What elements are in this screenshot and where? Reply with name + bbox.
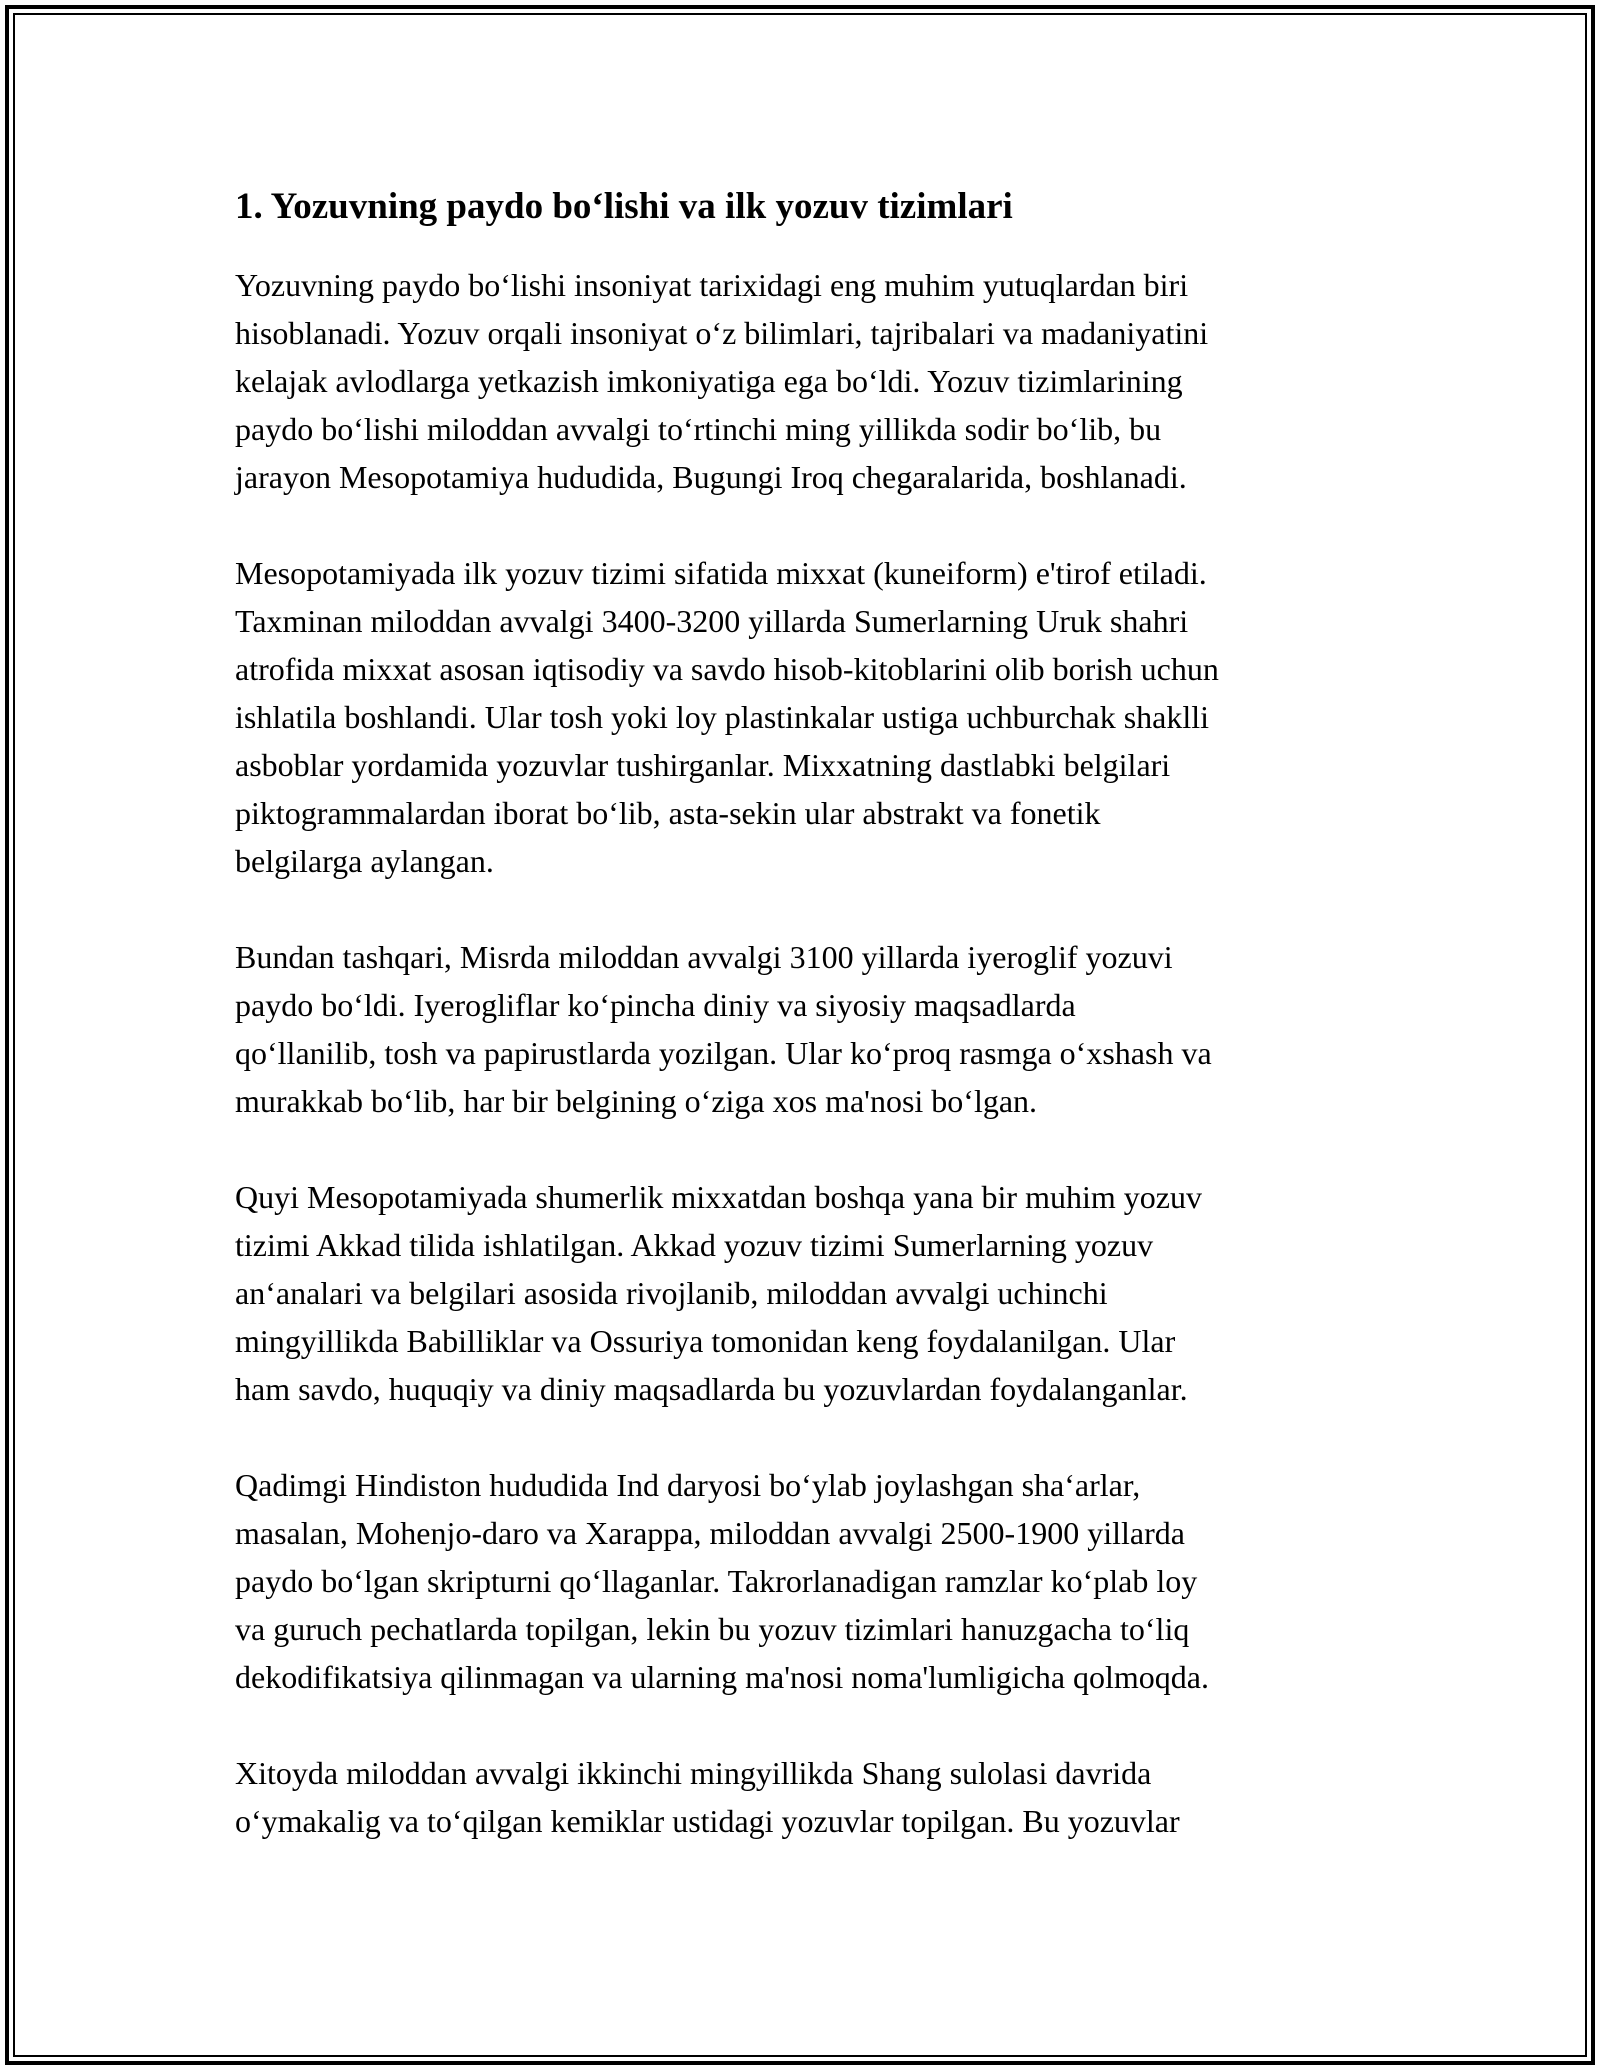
text-line: kelajak avlodlarga yetkazish imkoniyatiga ega bo‘ldi. Yozuv tizimlarining xyxy=(235,363,1183,399)
text-line: an‘analari va belgilari asosida rivojlanib, miloddan avvalgi uchinchi xyxy=(235,1275,1108,1311)
text-line: qo‘llanilib, tosh va papirustlarda yozilgan. Ular ko‘proq rasmga o‘xshash va xyxy=(235,1035,1212,1071)
text-line: Qadimgi Hindiston hududida Ind daryosi bo‘ylab joylashgan sha‘arlar, xyxy=(235,1467,1141,1503)
text-line: o‘ymakalig va to‘qilgan kemiklar ustidagi yozuvlar topilgan. Bu yozuvlar xyxy=(235,1803,1180,1839)
paragraph xyxy=(235,549,1385,885)
text-line: tizimi Akkad tilida ishlatilgan. Akkad yozuv tizimi Sumerlarning yozuv xyxy=(235,1227,1154,1263)
text-line: dekodifikatsiya qilinmagan va ularning ma'nosi noma'lumligicha qolmoqda. xyxy=(235,1659,1209,1695)
text-line: belgilarga aylangan. xyxy=(235,843,494,879)
text-line: Bundan tashqari, Misrda miloddan avvalgi 3100 yillarda iyeroglif yozuvi xyxy=(235,939,1173,975)
paragraph xyxy=(235,1461,1385,1701)
document-body xyxy=(235,183,1385,1893)
text-line: Mesopotamiyada ilk yozuv tizimi sifatida mixxat (kuneiform) e'tirof etiladi. xyxy=(235,555,1207,591)
section-heading: 1. Yozuvning paydo bo‘lishi va ilk yozuv tizimlari xyxy=(235,186,1013,227)
paragraph xyxy=(235,1173,1385,1413)
text-line: murakkab bo‘lib, har bir belgining o‘ziga xos ma'nosi bo‘lgan. xyxy=(235,1083,1038,1119)
text-line: paydo bo‘lgan skripturni qo‘llaganlar. Takrorlanadigan ramzlar ko‘plab loy xyxy=(235,1563,1198,1599)
text-line: paydo bo‘ldi. Iyerogliflar ko‘pincha diniy va siyosiy maqsadlarda xyxy=(235,987,1076,1023)
text-line: Xitoyda miloddan avvalgi ikkinchi mingyillikda Shang sulolasi davrida xyxy=(235,1755,1152,1791)
text-line: jarayon Mesopotamiya hududida, Bugungi Iroq chegaralarida, boshlanadi. xyxy=(235,459,1187,495)
text-line: Yozuvning paydo bo‘lishi insoniyat tarixidagi eng muhim yutuqlardan biri xyxy=(235,267,1189,303)
paragraph xyxy=(235,933,1385,1125)
text-line: Taxminan miloddan avvalgi 3400-3200 yillarda Sumerlarning Uruk shahri xyxy=(235,603,1189,639)
text-line: mingyillikda Babilliklar va Ossuriya tomonidan keng foydalanilgan. Ular xyxy=(235,1323,1176,1359)
text-line: paydo bo‘lishi miloddan avvalgi to‘rtinchi ming yillikda sodir bo‘lib, bu xyxy=(235,411,1162,447)
text-line: ham savdo, huquqiy va diniy maqsadlarda bu yozuvlardan foydalanganlar. xyxy=(235,1371,1188,1407)
paragraph-list xyxy=(235,261,1385,1845)
text-line: piktogrammalardan iborat bo‘lib, asta-sekin ular abstrakt va fonetik xyxy=(235,795,1101,831)
text-line: masalan, Mohenjo-daro va Xarappa, miloddan avvalgi 2500-1900 yillarda xyxy=(235,1515,1185,1551)
text-line: hisoblanadi. Yozuv orqali insoniyat o‘z bilimlari, tajribalari va madaniyatini xyxy=(235,315,1209,351)
text-line: Quyi Mesopotamiyada shumerlik mixxatdan boshqa yana bir muhim yozuv xyxy=(235,1179,1202,1215)
text-line: atrofida mixxat asosan iqtisodiy va savdo hisob-kitoblarini olib borish uchun xyxy=(235,651,1219,687)
paragraph xyxy=(235,1749,1385,1845)
text-line: ishlatila boshlandi. Ular tosh yoki loy plastinkalar ustiga uchburchak shaklli xyxy=(235,699,1210,735)
text-line: va guruch pechatlarda topilgan, lekin bu yozuv tizimlari hanuzgacha to‘liq xyxy=(235,1611,1190,1647)
text-line: asboblar yordamida yozuvlar tushirganlar. Mixxatning dastlabki belgilari xyxy=(235,747,1171,783)
paragraph xyxy=(235,261,1385,501)
